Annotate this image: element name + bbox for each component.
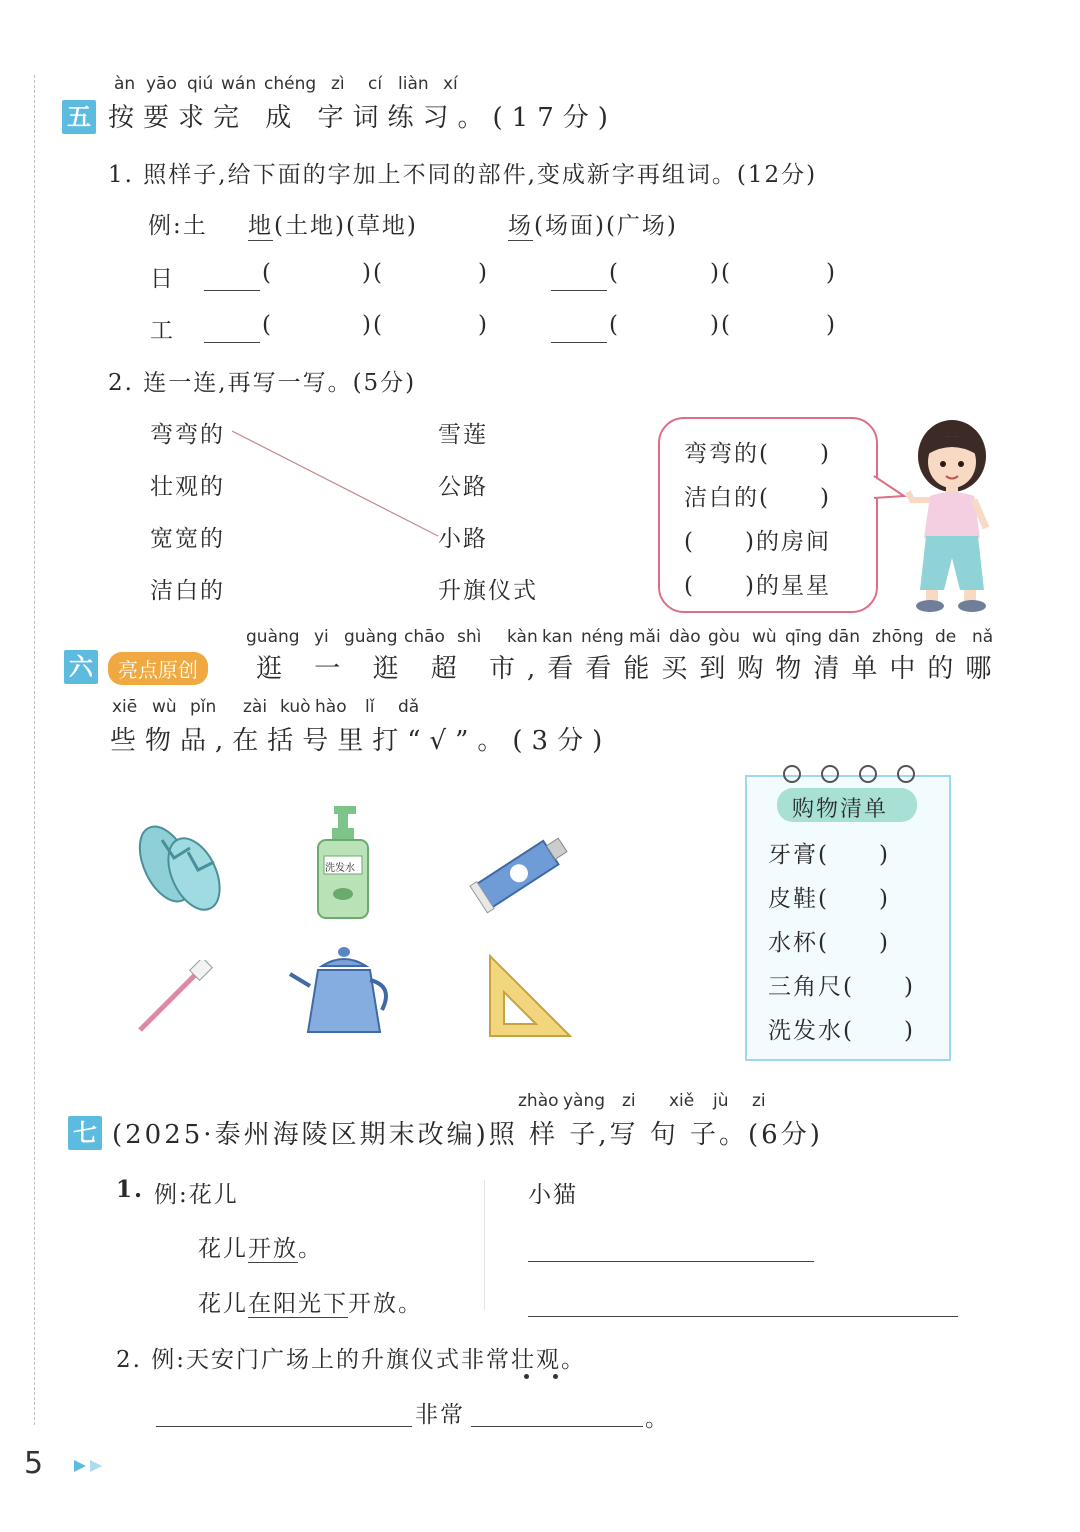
list-item[interactable]: 水杯( ): [768, 930, 890, 956]
list-item[interactable]: 皮鞋( ): [768, 886, 890, 912]
answer-line[interactable]: [528, 1261, 814, 1262]
section-number: 七: [68, 1116, 102, 1150]
paren: ): [826, 312, 837, 338]
answer-line[interactable]: [471, 1426, 643, 1427]
pinyin: yāo: [146, 74, 177, 94]
q1-divider: [484, 1180, 485, 1310]
left-word[interactable]: 宽宽的: [150, 526, 225, 552]
row-char: 工: [150, 318, 175, 344]
paren: ): [478, 312, 489, 338]
pinyin: zhōng: [872, 627, 924, 647]
pinyin: àn: [114, 74, 136, 94]
section-number: 五: [62, 100, 96, 134]
toothpaste-image: [468, 822, 580, 918]
pinyin: xiě: [669, 1091, 695, 1111]
q1-title: 1. 照样子,给下面的字加上不同的部件,变成新字再组词。(12分): [108, 162, 818, 188]
q2-mid: 非常: [415, 1402, 465, 1428]
emphasis-dot: [524, 1374, 529, 1379]
q2-title: 2. 连一连,再写一写。(5分): [108, 370, 417, 396]
example-words-b: (场面)(广场): [534, 213, 678, 239]
pinyin: kàn: [507, 627, 538, 647]
paren: )(: [362, 260, 384, 286]
left-word[interactable]: 壮观的: [150, 474, 225, 500]
pinyin: chéng: [264, 74, 317, 94]
bubble-line: ( )的房间: [684, 529, 831, 555]
answer-line[interactable]: [156, 1426, 412, 1427]
pinyin: shì: [457, 627, 482, 647]
right-word[interactable]: 小路: [438, 526, 488, 552]
pinyin: kuò: [280, 697, 311, 717]
paren: )(: [710, 260, 732, 286]
left-word[interactable]: 弯弯的: [150, 422, 225, 448]
kettle-image: [288, 946, 398, 1036]
example-char-b: 场: [508, 207, 533, 241]
pinyin: jù: [713, 1091, 729, 1111]
q2-end: 。: [645, 1406, 670, 1432]
text: 开放。: [348, 1291, 423, 1317]
paren: ): [826, 260, 837, 286]
pinyin: qīng: [785, 627, 823, 647]
pinyin: gòu: [708, 627, 740, 647]
text: 花儿: [198, 1291, 248, 1317]
pinyin: dào: [669, 627, 701, 647]
pinyin: dān: [828, 627, 860, 647]
example-char-a: 地: [248, 207, 273, 241]
pinyin: zi: [752, 1091, 766, 1111]
pinyin: chāo: [404, 627, 445, 647]
pinyin: cí: [368, 74, 383, 94]
section-number: 六: [64, 650, 98, 684]
text: 花儿: [198, 1236, 248, 1262]
pinyin: liàn: [398, 74, 429, 94]
q1-label: 1.: [116, 1176, 145, 1203]
list-title: 购物清单: [792, 797, 889, 822]
pinyin: qiú: [187, 74, 214, 94]
slippers-image: [132, 818, 232, 918]
pinyin: mǎi: [629, 627, 661, 647]
underlined-text: 开放: [248, 1236, 298, 1262]
q2-example: 2. 例:天安门广场上的升旗仪式非常壮观。: [116, 1347, 587, 1373]
paren: (: [609, 260, 620, 286]
pinyin: guàng: [246, 627, 300, 647]
answer-line[interactable]: [528, 1316, 958, 1317]
paren: ): [478, 260, 489, 286]
toothbrush-image: [134, 960, 214, 1036]
pinyin: zi: [622, 1091, 636, 1111]
pinyin: hào: [315, 697, 347, 717]
q1-example: 例:花儿: [154, 1182, 239, 1208]
pinyin: lǐ: [365, 697, 375, 717]
bubble-line: ( )的星星: [684, 573, 831, 599]
paren: )(: [362, 312, 384, 338]
list-item[interactable]: 洗发水( ): [768, 1018, 915, 1044]
section-title: (2025·泰州海陵区期末改编)照 样 子,写 句 子。(6分): [112, 1120, 823, 1150]
paren: (: [609, 312, 620, 338]
right-word[interactable]: 公路: [438, 474, 488, 500]
list-item[interactable]: 三角尺( ): [768, 974, 915, 1000]
paren: (: [262, 260, 273, 286]
pinyin: wù: [152, 697, 177, 717]
paren: (: [262, 312, 273, 338]
pinyin: xí: [443, 74, 458, 94]
pinyin: xiē: [112, 697, 138, 717]
pinyin: zài: [243, 697, 268, 717]
pinyin: yi: [314, 627, 329, 647]
highlight-badge: 亮点原创: [108, 652, 208, 685]
pinyin: zì: [331, 74, 345, 94]
q1-line-1: [198, 1230, 323, 1263]
emphasis-dot: [553, 1374, 558, 1379]
section-title: 按要求完 成 字词练习。(17分): [108, 103, 617, 133]
paren: )(: [710, 312, 732, 338]
pinyin: pǐn: [190, 697, 217, 717]
pinyin: wù: [752, 627, 777, 647]
section-line-1: 逛 一 逛 超 市,看看能买到购物清单中的哪: [256, 654, 1004, 684]
arrow-icon: [74, 1458, 108, 1474]
example-prefix: 例:土: [148, 213, 208, 239]
left-word[interactable]: 洁白的: [150, 578, 225, 604]
pinyin: wán: [221, 74, 257, 94]
row-char: 日: [150, 266, 175, 292]
pinyin: yàng: [563, 1091, 606, 1111]
pinyin: de: [935, 627, 957, 647]
q1-line-2: [198, 1285, 423, 1318]
q1-subject: 小猫: [528, 1182, 578, 1208]
bubble-line: 弯弯的( ): [684, 441, 831, 467]
bubble-line: 洁白的( ): [684, 485, 831, 511]
pinyin: zhào: [518, 1091, 559, 1111]
pinyin: nǎ: [972, 627, 994, 647]
pinyin: guàng: [344, 627, 398, 647]
pinyin: dǎ: [398, 697, 420, 717]
shampoo-label: 洗发水: [325, 863, 355, 874]
right-word[interactable]: 升旗仪式: [438, 578, 538, 604]
section-line-2: 些物品,在括号里打“√”。(3分): [110, 726, 612, 756]
list-item[interactable]: 牙膏( ): [768, 842, 890, 868]
right-word[interactable]: 雪莲: [438, 422, 488, 448]
pinyin: kan: [542, 627, 573, 647]
pinyin: néng: [581, 627, 624, 647]
text: 。: [298, 1236, 323, 1262]
girl-illustration: [900, 418, 1000, 618]
set-square-image: [484, 952, 576, 1040]
example-words-a: (土地)(草地): [274, 213, 418, 239]
page-number: 5: [24, 1446, 44, 1481]
underlined-text: 在阳光下: [248, 1291, 348, 1317]
